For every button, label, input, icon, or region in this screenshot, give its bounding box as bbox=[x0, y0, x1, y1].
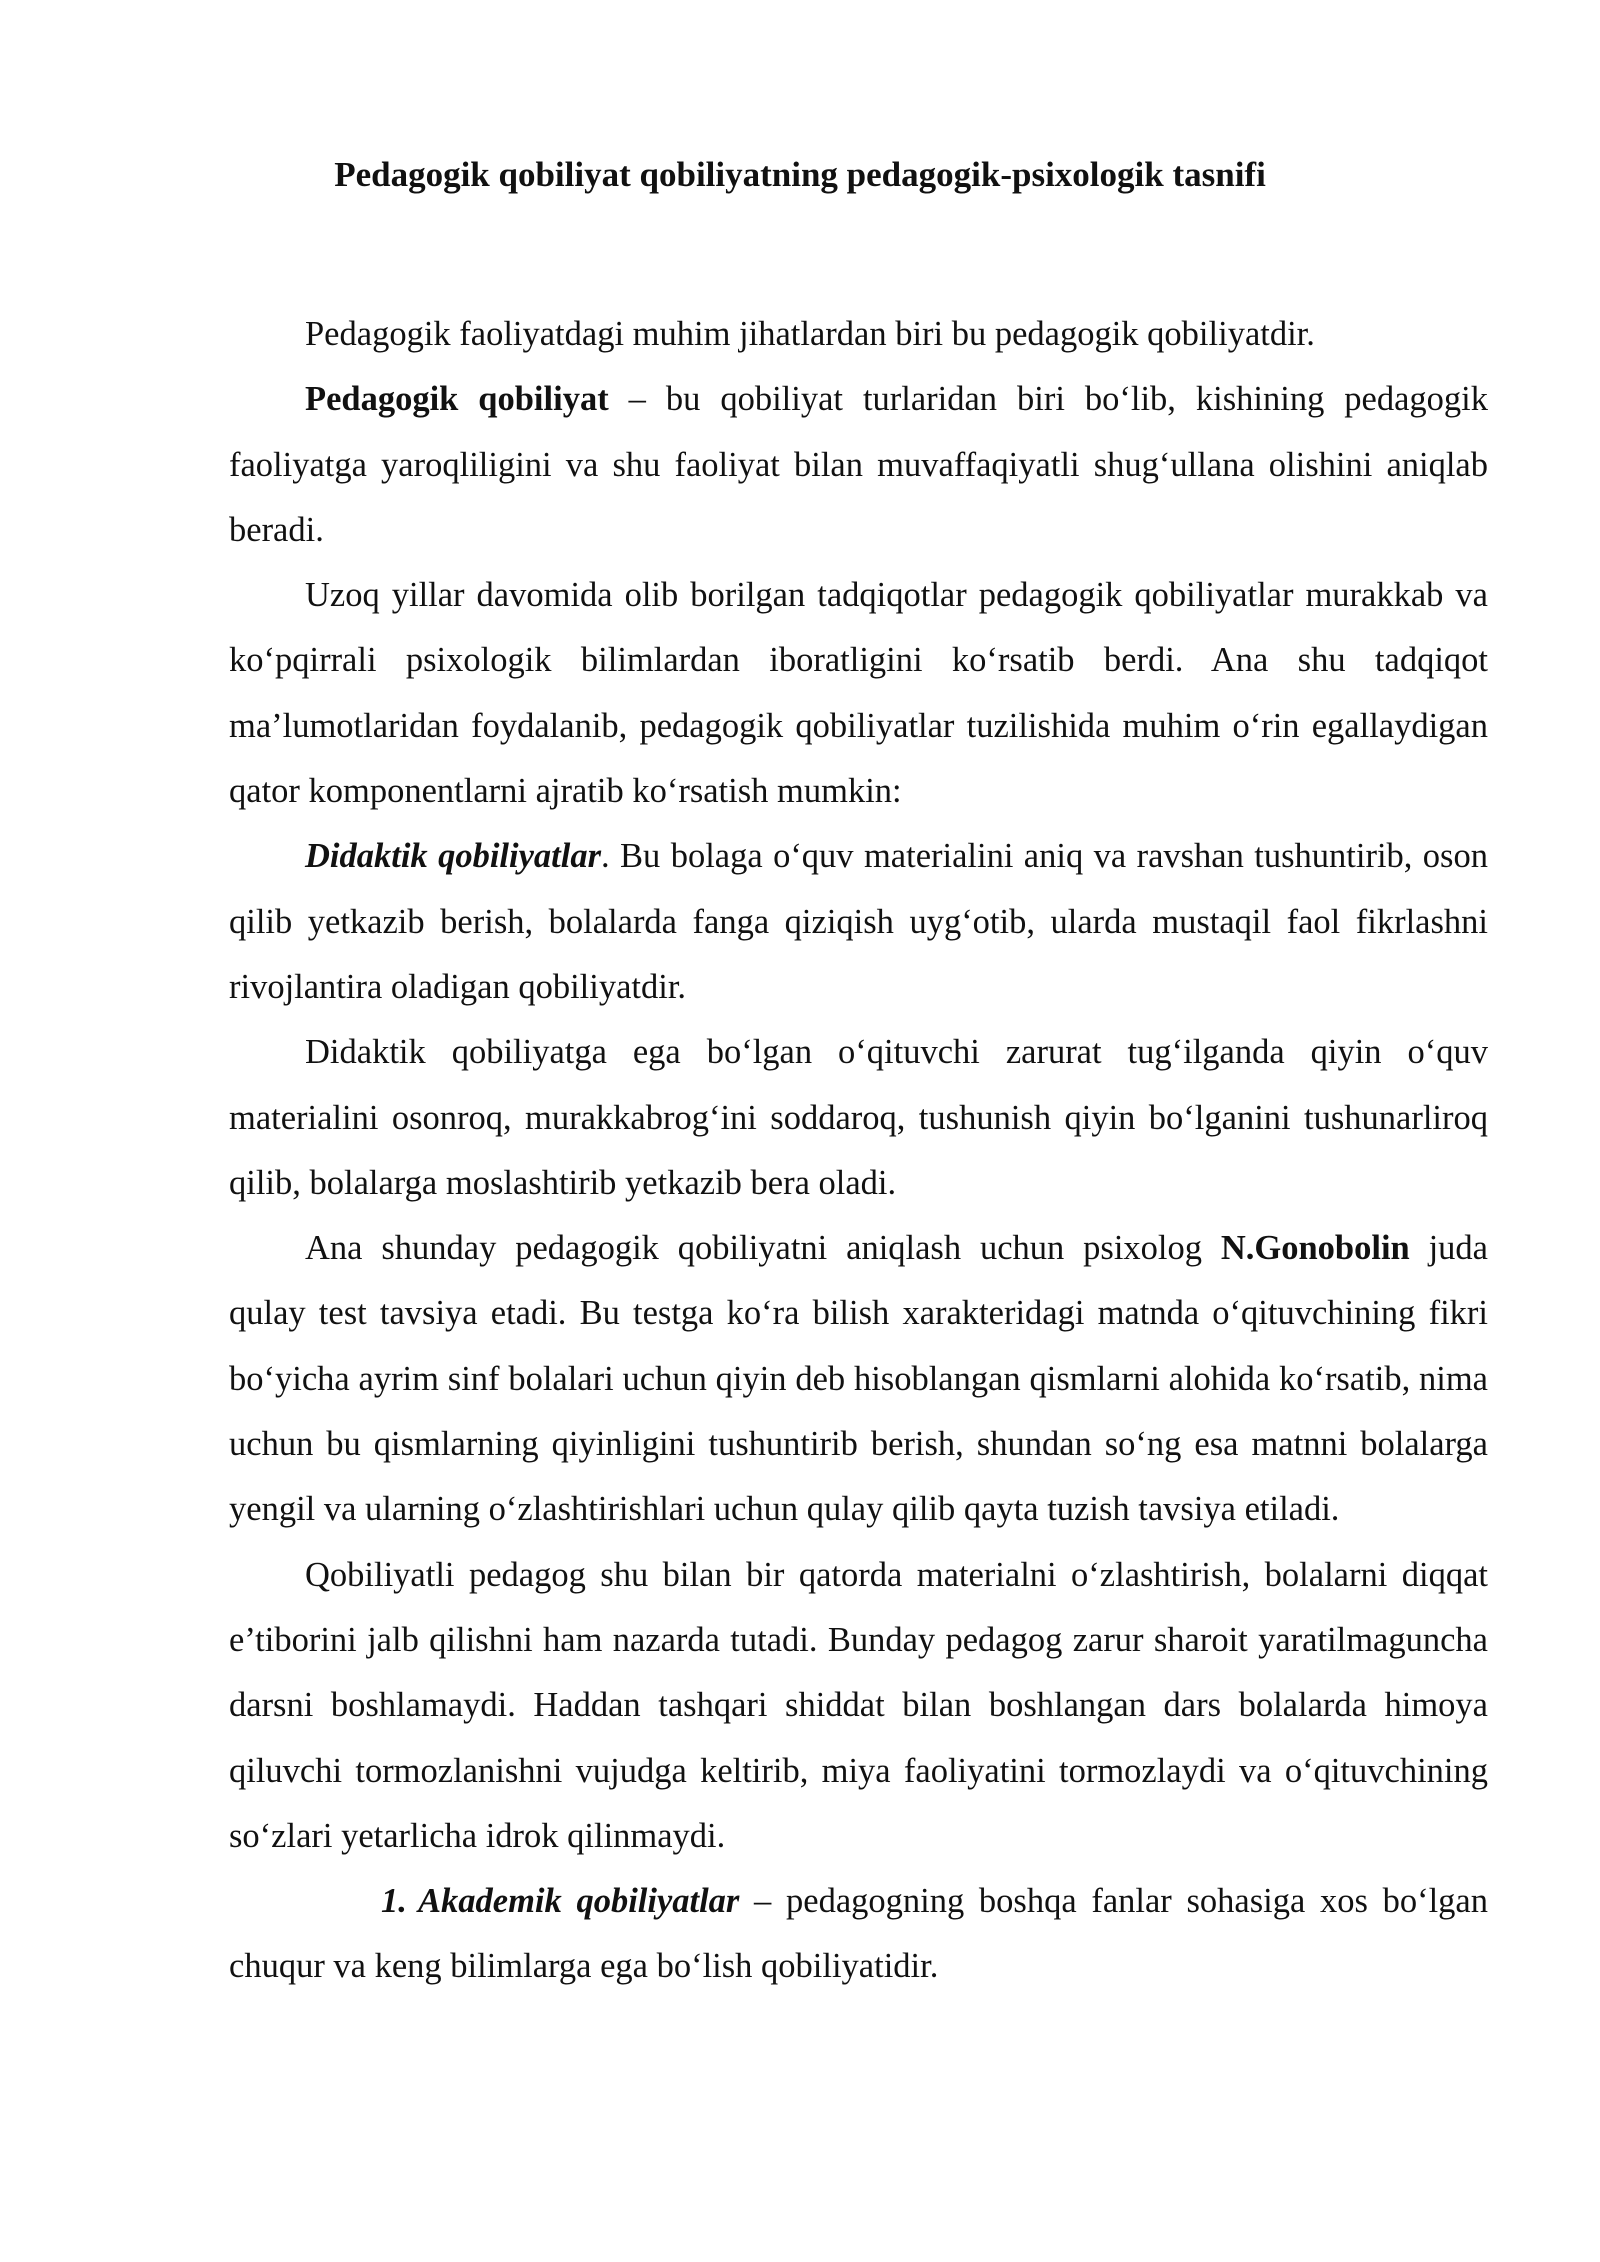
term-didaktik-qobiliyatlar: Didaktik qobiliyatlar bbox=[305, 837, 601, 876]
paragraph-7-text: Qobiliyatli pedagog shu bilan bir qatorda materialni o‘zlashtirish, bolalarni diqqat e’tiborini jalb qilishni ham nazarda tutadi. Bunday pedagog zarur sharoit yaratilmaguncha darsni boshlamaydi. Haddan tashqari shiddat bilan boshlangan dars bolalarda himoya qiluvchi tormozlanishni vujudga keltirib, miya faoliyatini tormozlaydi va o‘qituvchining so‘zlari yetarlicha idrok qilinmaydi. bbox=[229, 1555, 1488, 1855]
list-item-1 bbox=[229, 1869, 1488, 2000]
term-akademik-qobiliyatlar: Akademik qobiliyatlar bbox=[418, 1882, 740, 1921]
paragraph-1 bbox=[229, 302, 1488, 367]
document-body bbox=[229, 302, 1488, 2000]
paragraph-3-text: Uzoq yillar davomida olib borilgan tadqiqotlar pedagogik qobiliyatlar murakkab va ko‘pqirrali psixologik bilimlardan iboratligini ko‘rsatib berdi. Ana shu tadqiqot ma’lumotlaridan foydalanib, pedagogik qobiliyatlar tuzilishida muhim o‘rin egallaydigan qator komponentlarni ajratib ko‘rsatish mumkin: bbox=[229, 576, 1488, 811]
paragraph-7 bbox=[229, 1543, 1488, 1869]
paragraph-6 bbox=[229, 1216, 1488, 1542]
paragraph-3 bbox=[229, 563, 1488, 824]
paragraph-2-text: – bu qobiliyat turlaridan biri bo‘lib, kishining pedagogik faoliyatga yaroqliligini va shu faoliyat bilan muvaffaqiyatli shug‘ullana olishini aniqlab beradi. bbox=[229, 380, 1488, 549]
list-item-1-text: – pedagogning boshqa fanlar sohasiga xos bo‘lgan chuqur va keng bilimlarga ega bo‘lish qobiliyatidir. bbox=[229, 1882, 1488, 1986]
list-number: 1. bbox=[381, 1882, 407, 1921]
paragraph-4-text: . Bu bolaga o‘quv materialini aniq va ravshan tushuntirib, oson qilib yetkazib berish, bolalarda fanga qiziqish uyg‘otib, ularda mustaqil faol fikrlashni rivojlantira oladigan qobiliyatdir. bbox=[229, 837, 1488, 1006]
paragraph-5 bbox=[229, 1020, 1488, 1216]
term-pedagogik-qobiliyat: Pedagogik qobiliyat bbox=[305, 380, 609, 419]
paragraph-2 bbox=[229, 367, 1488, 563]
paragraph-4 bbox=[229, 824, 1488, 1020]
paragraph-6-text-a: Ana shunday pedagogik qobiliyatni aniqlash uchun psixolog bbox=[305, 1229, 1221, 1268]
paragraph-5-text: Didaktik qobiliyatga ega bo‘lgan o‘qituvchi zarurat tug‘ilganda qiyin o‘quv materialini osonroq, murakkabrog‘ini soddaroq, tushunish qiyin bo‘lganini tushunarliroq qilib, bolalarga moslashtirib yetkazib bera oladi. bbox=[229, 1033, 1488, 1202]
document-title: Pedagogik qobiliyat qobiliyatning pedagogik-psixologik tasnifi bbox=[334, 155, 1266, 194]
name-gonobolin: N.Gonobolin bbox=[1220, 1229, 1410, 1268]
paragraph-1-text: Pedagogik faoliyatdagi muhim jihatlardan biri bu pedagogik qobiliyatdir. bbox=[305, 315, 1315, 353]
paragraph-6-text-b: juda qulay test tavsiya etadi. Bu testga ko‘ra bilish xarakteridagi matnda o‘qituvchining fikri bo‘yicha ayrim sinf bolalari uchun qiyin deb hisoblangan qismlarni alohida ko‘rsatib, nima uchun bu qismlarning qiyinligini tushuntirib berish, shundan so‘ng esa matnni bolalarga yengil va ularning o‘zlashtirishlari uchun qulay qilib qayta tuzish tavsiya etiladi. bbox=[229, 1229, 1488, 1529]
